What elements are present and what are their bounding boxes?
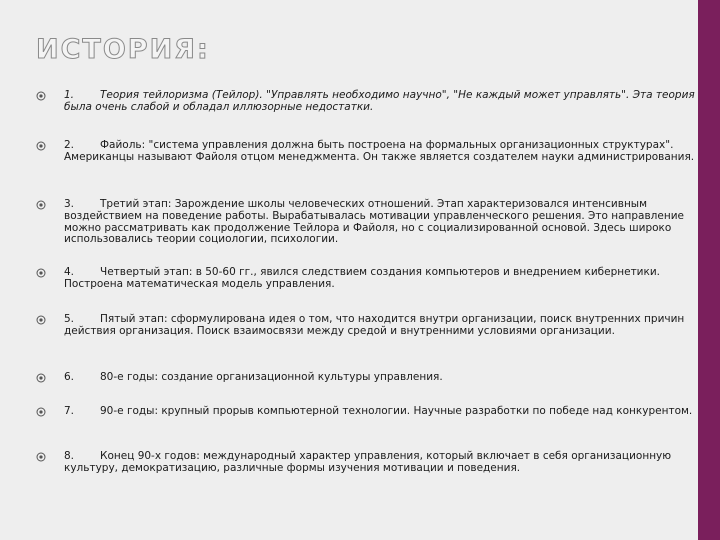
target-bullet-icon: [36, 373, 46, 383]
target-bullet-icon: [36, 91, 46, 101]
list-item-content: Третий этап: Зарождение школы человеческих отношений. Этап характеризовался интенсивным воздействием на поведение работы. Вырабатывалась мотивации управленческого решения. Это направление можно рассматривать как продолжение Тейлора и Файоля, но с социализированной основой. Здесь широко использовались теории социологии, психологии.: [64, 198, 684, 246]
list-item-text: [64, 372, 700, 384]
list-item-content: Файоль: "система управления должна быть построена на формальных организационных структурах". Американцы называют Файоля отцом менеджмента. Он также является создателем науки администрирования.: [64, 139, 695, 163]
list-item-content: Теория тейлоризма (Тейлор). "Управлять необходимо научно", "Не каждый может управлять". Эта теория была очень слабой и обладал иллюзорные недостатки.: [64, 89, 695, 113]
target-bullet-icon: [36, 452, 46, 462]
list-item-content: Пятый этап: сформулирована идея о том, что находится внутри организации, поиск внутренних причин действия организация. Поиск взаимосвязи между средой и внутренними условиями организации.: [64, 313, 685, 337]
target-bullet-icon: [36, 200, 46, 210]
list-item-number: 8.: [64, 450, 75, 462]
list-item-content: 90-е годы: крупный прорыв компьютерной технологии. Научные разработки по победе над конкурентом.: [100, 405, 693, 417]
list-item-text: [64, 267, 700, 291]
list-item-number: 3.: [64, 198, 75, 210]
list-item-number: 6.: [64, 371, 75, 383]
list-item-content: Четвертый этап: в 50-60 гг., явился следствием создания компьютеров и внедрением кибернетики. Построена математическая модель управления.: [64, 266, 661, 290]
list-item-text: [64, 199, 700, 246]
target-bullet-icon: [36, 141, 46, 151]
list-item-text: [64, 140, 700, 164]
target-bullet-icon: [36, 268, 46, 278]
list-item-text: [64, 406, 700, 418]
list-item-text: [64, 451, 700, 475]
list-item-content: 80-е годы: создание организационной культуры управления.: [100, 371, 443, 383]
list-item-number: 2.: [64, 139, 75, 151]
list-item-text: [64, 314, 700, 338]
target-bullet-icon: [36, 407, 46, 417]
list-item-number: 7.: [64, 405, 75, 417]
list-item-number: 4.: [64, 266, 75, 278]
list-item-text: [64, 90, 700, 114]
list-item-number: 1.: [64, 89, 75, 101]
list-item-content: Конец 90-х годов: международный характер управления, который включает в себя организационную культуру, демократизацию, различные формы изучения мотивации и поведения.: [64, 450, 672, 474]
target-bullet-icon: [36, 315, 46, 325]
list-item-number: 5.: [64, 313, 75, 325]
slide-title: ИСТОРИЯ:: [36, 34, 210, 65]
